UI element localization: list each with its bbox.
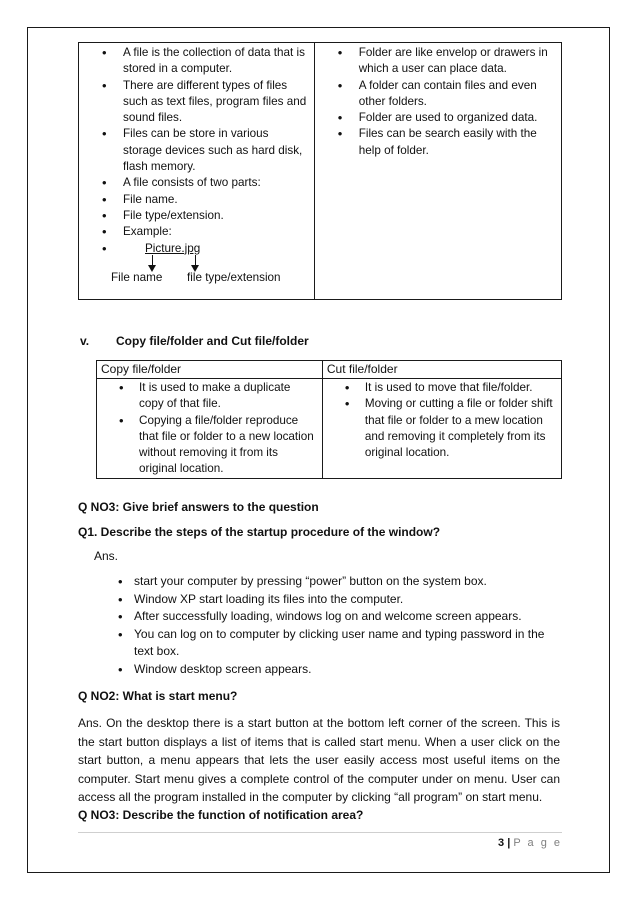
list-item: • Example:: [79, 224, 308, 240]
list-item: • A folder can contain files and even other folders.: [315, 78, 555, 111]
arrow-down-icon: [195, 255, 196, 266]
q1-question: Q1. Describe the steps of the startup procedure of the window?: [78, 525, 441, 539]
folder-list: [315, 43, 561, 159]
q3-last-question: Q NO3: Describe the function of notification area?: [78, 808, 364, 822]
list-item: • You can log on to computer by clicking user name and typing password in the text box.: [78, 626, 558, 661]
list-item: • Window XP start loading its files into the computer.: [78, 591, 558, 609]
file-cell: [79, 43, 315, 300]
list-item: • Files can be search easily with the help of folder.: [315, 126, 555, 159]
list-item: • It is used to make a duplicate copy of that file.: [97, 380, 318, 413]
example-diagram: [79, 257, 314, 285]
list-item: • Folder are like envelop or drawers in which a user can place data.: [315, 45, 555, 78]
page-number: 3: [498, 837, 505, 849]
section-title: Copy file/folder and Cut file/folder: [116, 334, 309, 348]
example-filename: Picture.jpg: [145, 241, 201, 255]
list-item: • File name.: [79, 192, 308, 208]
list-item: • start your computer by pressing “power” button on the system box.: [78, 573, 558, 591]
page-footer: [498, 837, 562, 849]
file-name-caption: File name: [111, 270, 163, 284]
footer-divider: [78, 832, 562, 833]
list-item: • Folder are used to organized data.: [315, 110, 555, 126]
file-ext-caption: file type/extension: [187, 270, 281, 284]
cut-list: [323, 379, 561, 461]
list-item: • Moving or cutting a file or folder shift that file or folder to a mew location and removing it completely from its original location.: [323, 396, 557, 461]
q2-question: Q NO2: What is start menu?: [78, 689, 238, 703]
ans-label: Ans.: [94, 549, 119, 563]
folder-cell: [314, 43, 561, 300]
copy-list: [97, 379, 322, 478]
startup-steps: [78, 573, 558, 678]
copy-cell: [97, 379, 323, 479]
list-item: • A file consists of two parts:: [79, 175, 308, 191]
section-heading: [80, 334, 309, 348]
list-item: • Copying a file/folder reproduce that file or folder to a new location without removing it from its original location.: [97, 413, 318, 478]
cut-header: Cut file/folder: [322, 361, 561, 379]
q2-answer: Ans. On the desktop there is a start button at the bottom left corner of the screen. This is the start button displays a list of items that is called start menu. When a user click on the start button, a menu appears that lets the user easily access most useful items on the computer. Start menu gives a complete control of the computer under on menu. User can access all the program installed in the computer by clicking “all program” on start menu.: [78, 716, 560, 804]
copy-header: Copy file/folder: [97, 361, 323, 379]
page-label: P a g e: [513, 837, 562, 849]
copy-cut-table: [96, 360, 562, 479]
list-item: • A file is the collection of data that is stored in a computer.: [79, 45, 308, 78]
file-list: [79, 43, 314, 257]
list-item: • Files can be store in various storage devices such as hard disk, flash memory.: [79, 126, 308, 175]
q3-heading: Q NO3: Give brief answers to the question: [78, 500, 319, 514]
list-item: • File type/extension.: [79, 208, 308, 224]
arrow-down-icon: [152, 255, 153, 266]
section-number: v.: [80, 334, 90, 348]
list-item: [79, 241, 308, 257]
file-folder-table: [78, 42, 562, 300]
list-item: • After successfully loading, windows log on and welcome screen appears.: [78, 608, 558, 626]
cut-cell: [322, 379, 561, 479]
list-item: • There are different types of files such as text files, program files and sound files.: [79, 78, 308, 127]
list-item: • Window desktop screen appears.: [78, 661, 558, 679]
footer-separator: |: [507, 837, 511, 849]
list-item: • It is used to move that file/folder.: [323, 380, 557, 396]
